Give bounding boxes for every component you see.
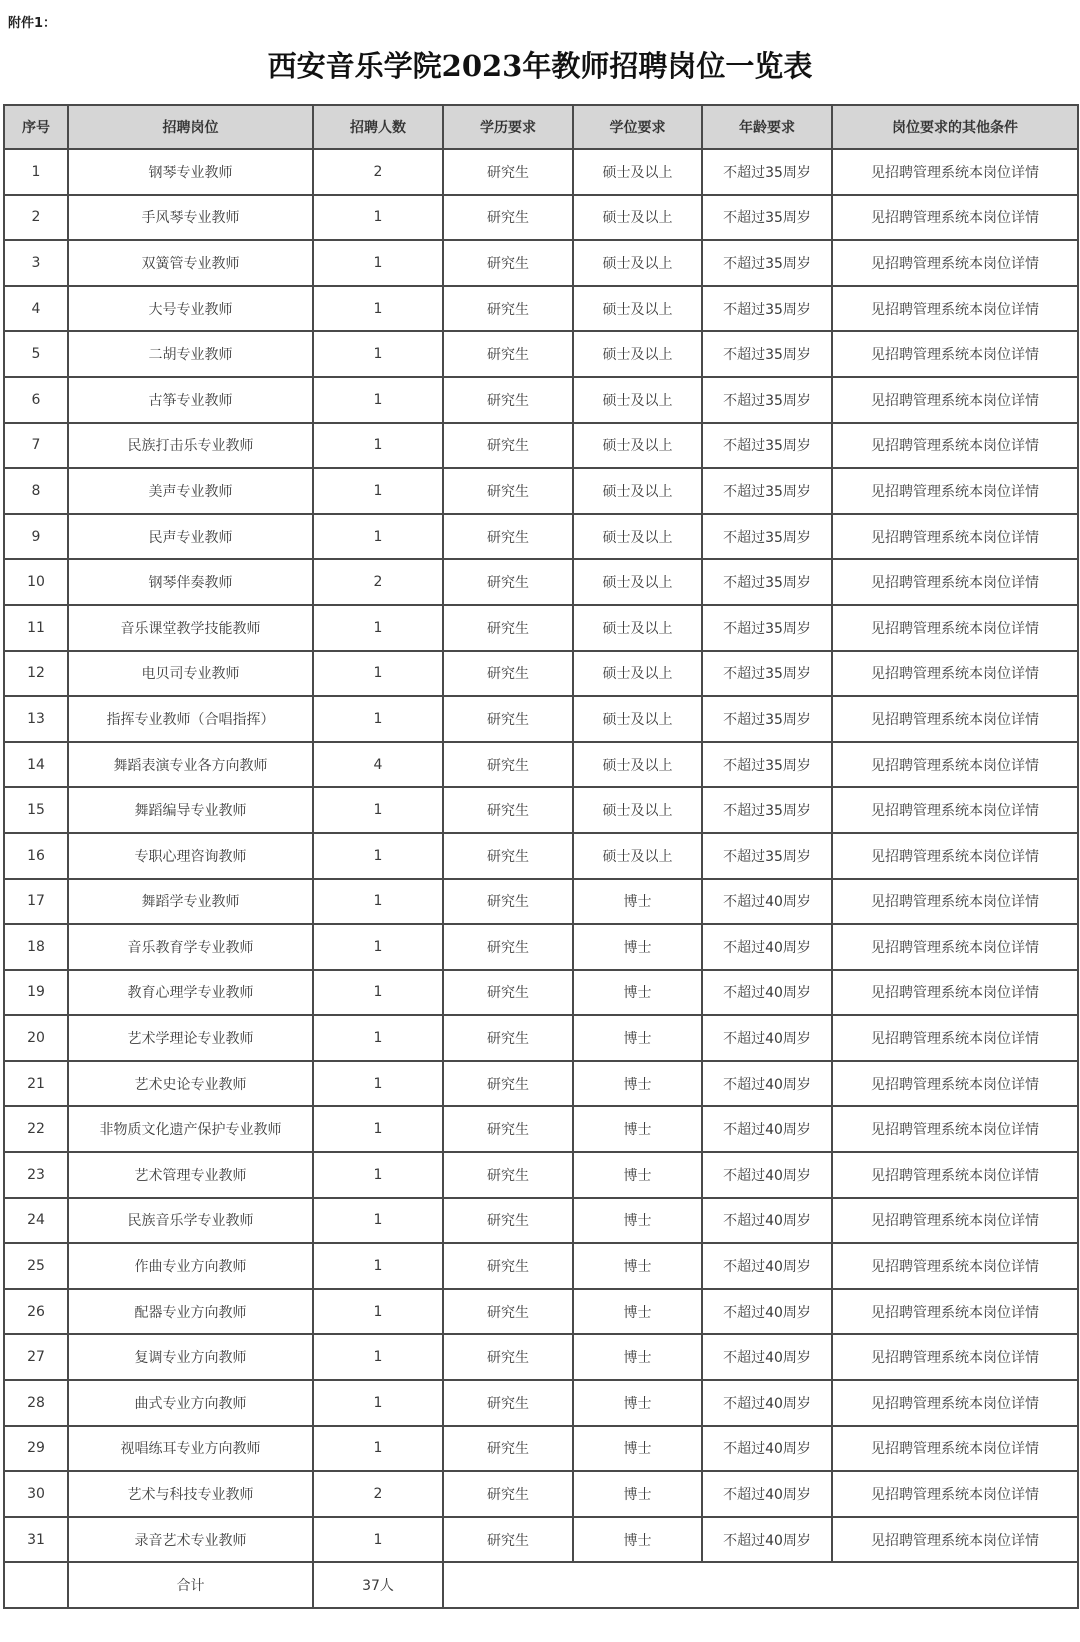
cell-other: 见招聘管理系统本岗位详情 [832, 970, 1078, 1016]
cell-age: 不超过35周岁 [702, 286, 832, 332]
cell-position: 舞蹈学专业教师 [68, 879, 313, 925]
cell-other: 见招聘管理系统本岗位详情 [832, 1243, 1078, 1289]
cell-other: 见招聘管理系统本岗位详情 [832, 1198, 1078, 1244]
cell-other: 见招聘管理系统本岗位详情 [832, 423, 1078, 469]
cell-other: 见招聘管理系统本岗位详情 [832, 924, 1078, 970]
cell-count: 1 [313, 468, 443, 514]
cell-age: 不超过35周岁 [702, 742, 832, 788]
table-row [4, 787, 1078, 833]
cell-count: 2 [313, 559, 443, 605]
cell-count: 1 [313, 514, 443, 560]
cell-education: 研究生 [443, 1198, 573, 1244]
table-body [4, 149, 1078, 1562]
cell-other: 见招聘管理系统本岗位详情 [832, 1426, 1078, 1472]
cell-position: 电贝司专业教师 [68, 651, 313, 697]
cell-no: 31 [4, 1517, 68, 1563]
cell-position: 双簧管专业教师 [68, 240, 313, 286]
header-count: 招聘人数 [313, 105, 443, 149]
cell-position: 录音艺术专业教师 [68, 1517, 313, 1563]
cell-degree: 博士 [573, 1334, 702, 1380]
cell-no: 30 [4, 1471, 68, 1517]
cell-age: 不超过35周岁 [702, 240, 832, 286]
cell-education: 研究生 [443, 1517, 573, 1563]
cell-position: 二胡专业教师 [68, 331, 313, 377]
cell-position: 美声专业教师 [68, 468, 313, 514]
header-no: 序号 [4, 105, 68, 149]
table-row [4, 240, 1078, 286]
cell-no: 29 [4, 1426, 68, 1472]
table-row [4, 1061, 1078, 1107]
cell-education: 研究生 [443, 195, 573, 241]
cell-no: 3 [4, 240, 68, 286]
cell-education: 研究生 [443, 1289, 573, 1335]
cell-education: 研究生 [443, 742, 573, 788]
cell-count: 2 [313, 1471, 443, 1517]
cell-degree: 硕士及以上 [573, 514, 702, 560]
cell-other: 见招聘管理系统本岗位详情 [832, 559, 1078, 605]
cell-count: 1 [313, 195, 443, 241]
cell-other: 见招聘管理系统本岗位详情 [832, 240, 1078, 286]
cell-age: 不超过40周岁 [702, 1106, 832, 1152]
cell-position: 钢琴伴奏教师 [68, 559, 313, 605]
cell-no: 19 [4, 970, 68, 1016]
cell-education: 研究生 [443, 833, 573, 879]
cell-no: 5 [4, 331, 68, 377]
cell-age: 不超过40周岁 [702, 1015, 832, 1061]
total-empty-cell [4, 1562, 68, 1608]
cell-no: 11 [4, 605, 68, 651]
cell-age: 不超过35周岁 [702, 377, 832, 423]
cell-age: 不超过40周岁 [702, 970, 832, 1016]
table-row [4, 833, 1078, 879]
cell-position: 艺术与科技专业教师 [68, 1471, 313, 1517]
table-row [4, 331, 1078, 377]
cell-degree: 博士 [573, 879, 702, 925]
table-row [4, 1289, 1078, 1335]
cell-age: 不超过40周岁 [702, 1243, 832, 1289]
cell-education: 研究生 [443, 1106, 573, 1152]
cell-education: 研究生 [443, 924, 573, 970]
cell-no: 13 [4, 696, 68, 742]
cell-age: 不超过40周岁 [702, 1426, 832, 1472]
table-row [4, 1015, 1078, 1061]
cell-degree: 博士 [573, 1198, 702, 1244]
cell-other: 见招聘管理系统本岗位详情 [832, 1517, 1078, 1563]
cell-no: 9 [4, 514, 68, 560]
table-row [4, 1243, 1078, 1289]
cell-degree: 博士 [573, 1243, 702, 1289]
cell-age: 不超过40周岁 [702, 1289, 832, 1335]
cell-count: 1 [313, 787, 443, 833]
cell-degree: 硕士及以上 [573, 651, 702, 697]
cell-no: 18 [4, 924, 68, 970]
cell-position: 古筝专业教师 [68, 377, 313, 423]
cell-age: 不超过35周岁 [702, 833, 832, 879]
cell-degree: 硕士及以上 [573, 149, 702, 195]
header-age: 年龄要求 [702, 105, 832, 149]
cell-no: 7 [4, 423, 68, 469]
cell-other: 见招聘管理系统本岗位详情 [832, 696, 1078, 742]
cell-position: 钢琴专业教师 [68, 149, 313, 195]
cell-other: 见招聘管理系统本岗位详情 [832, 1015, 1078, 1061]
cell-other: 见招聘管理系统本岗位详情 [832, 787, 1078, 833]
cell-no: 27 [4, 1334, 68, 1380]
cell-age: 不超过35周岁 [702, 605, 832, 651]
cell-degree: 硕士及以上 [573, 696, 702, 742]
cell-count: 1 [313, 423, 443, 469]
cell-position: 曲式专业方向教师 [68, 1380, 313, 1426]
cell-age: 不超过40周岁 [702, 924, 832, 970]
cell-other: 见招聘管理系统本岗位详情 [832, 1289, 1078, 1335]
cell-education: 研究生 [443, 1334, 573, 1380]
cell-position: 指挥专业教师（合唱指挥） [68, 696, 313, 742]
cell-position: 非物质文化遗产保护专业教师 [68, 1106, 313, 1152]
cell-age: 不超过40周岁 [702, 1380, 832, 1426]
cell-education: 研究生 [443, 468, 573, 514]
cell-age: 不超过35周岁 [702, 468, 832, 514]
page-title: 西安音乐学院2023年教师招聘岗位一览表 [267, 49, 813, 83]
cell-other: 见招聘管理系统本岗位详情 [832, 879, 1078, 925]
cell-no: 23 [4, 1152, 68, 1198]
cell-no: 22 [4, 1106, 68, 1152]
table-row [4, 651, 1078, 697]
cell-count: 1 [313, 1198, 443, 1244]
table-row [4, 149, 1078, 195]
cell-age: 不超过35周岁 [702, 423, 832, 469]
cell-count: 1 [313, 1334, 443, 1380]
cell-count: 1 [313, 1380, 443, 1426]
cell-no: 21 [4, 1061, 68, 1107]
cell-count: 1 [313, 1243, 443, 1289]
cell-position: 教育心理学专业教师 [68, 970, 313, 1016]
cell-degree: 博士 [573, 1517, 702, 1563]
cell-other: 见招聘管理系统本岗位详情 [832, 514, 1078, 560]
cell-education: 研究生 [443, 1471, 573, 1517]
cell-other: 见招聘管理系统本岗位详情 [832, 286, 1078, 332]
cell-degree: 博士 [573, 1106, 702, 1152]
cell-position: 作曲专业方向教师 [68, 1243, 313, 1289]
cell-no: 2 [4, 195, 68, 241]
total-row [4, 1562, 1078, 1608]
cell-degree: 博士 [573, 1015, 702, 1061]
cell-degree: 硕士及以上 [573, 833, 702, 879]
cell-count: 2 [313, 149, 443, 195]
cell-age: 不超过35周岁 [702, 651, 832, 697]
table-row [4, 605, 1078, 651]
cell-education: 研究生 [443, 423, 573, 469]
cell-degree: 博士 [573, 1380, 702, 1426]
table-row [4, 924, 1078, 970]
cell-count: 1 [313, 1015, 443, 1061]
cell-education: 研究生 [443, 240, 573, 286]
cell-education: 研究生 [443, 879, 573, 925]
cell-degree: 硕士及以上 [573, 195, 702, 241]
cell-count: 1 [313, 377, 443, 423]
cell-position: 民族音乐学专业教师 [68, 1198, 313, 1244]
cell-education: 研究生 [443, 1426, 573, 1472]
cell-degree: 博士 [573, 1471, 702, 1517]
cell-age: 不超过40周岁 [702, 1334, 832, 1380]
cell-education: 研究生 [443, 970, 573, 1016]
table-row [4, 423, 1078, 469]
cell-position: 民声专业教师 [68, 514, 313, 560]
cell-position: 艺术管理专业教师 [68, 1152, 313, 1198]
cell-education: 研究生 [443, 331, 573, 377]
cell-education: 研究生 [443, 1061, 573, 1107]
cell-count: 1 [313, 1152, 443, 1198]
table-row [4, 1106, 1078, 1152]
cell-no: 25 [4, 1243, 68, 1289]
cell-no: 20 [4, 1015, 68, 1061]
header-position: 招聘岗位 [68, 105, 313, 149]
cell-degree: 硕士及以上 [573, 331, 702, 377]
cell-other: 见招聘管理系统本岗位详情 [832, 1152, 1078, 1198]
table-row [4, 468, 1078, 514]
cell-count: 1 [313, 970, 443, 1016]
cell-age: 不超过35周岁 [702, 696, 832, 742]
cell-education: 研究生 [443, 377, 573, 423]
cell-other: 见招聘管理系统本岗位详情 [832, 195, 1078, 241]
cell-age: 不超过35周岁 [702, 331, 832, 377]
cell-position: 大号专业教师 [68, 286, 313, 332]
cell-position: 视唱练耳专业方向教师 [68, 1426, 313, 1472]
cell-position: 手风琴专业教师 [68, 195, 313, 241]
table-row [4, 1334, 1078, 1380]
cell-count: 1 [313, 1061, 443, 1107]
cell-count: 1 [313, 696, 443, 742]
cell-age: 不超过40周岁 [702, 1198, 832, 1244]
cell-no: 17 [4, 879, 68, 925]
cell-count: 1 [313, 879, 443, 925]
table-row [4, 742, 1078, 788]
cell-age: 不超过35周岁 [702, 149, 832, 195]
cell-other: 见招聘管理系统本岗位详情 [832, 377, 1078, 423]
total-label: 合计 [68, 1562, 313, 1608]
cell-education: 研究生 [443, 1152, 573, 1198]
header-education: 学历要求 [443, 105, 573, 149]
table-row [4, 1517, 1078, 1563]
cell-other: 见招聘管理系统本岗位详情 [832, 1061, 1078, 1107]
cell-age: 不超过40周岁 [702, 879, 832, 925]
cell-education: 研究生 [443, 787, 573, 833]
cell-age: 不超过40周岁 [702, 1471, 832, 1517]
cell-position: 专职心理咨询教师 [68, 833, 313, 879]
table-row [4, 195, 1078, 241]
cell-degree: 博士 [573, 970, 702, 1016]
table-row [4, 559, 1078, 605]
cell-age: 不超过35周岁 [702, 787, 832, 833]
cell-other: 见招聘管理系统本岗位详情 [832, 468, 1078, 514]
cell-other: 见招聘管理系统本岗位详情 [832, 833, 1078, 879]
cell-no: 15 [4, 787, 68, 833]
cell-no: 24 [4, 1198, 68, 1244]
cell-no: 6 [4, 377, 68, 423]
cell-position: 舞蹈表演专业各方向教师 [68, 742, 313, 788]
cell-degree: 硕士及以上 [573, 559, 702, 605]
cell-position: 音乐课堂教学技能教师 [68, 605, 313, 651]
cell-education: 研究生 [443, 149, 573, 195]
table-row [4, 286, 1078, 332]
table-row [4, 879, 1078, 925]
cell-degree: 博士 [573, 1426, 702, 1472]
table-row [4, 377, 1078, 423]
cell-count: 1 [313, 1426, 443, 1472]
cell-count: 1 [313, 651, 443, 697]
cell-degree: 博士 [573, 1152, 702, 1198]
cell-education: 研究生 [443, 1380, 573, 1426]
cell-count: 1 [313, 240, 443, 286]
cell-count: 1 [313, 924, 443, 970]
cell-degree: 硕士及以上 [573, 423, 702, 469]
cell-education: 研究生 [443, 696, 573, 742]
cell-degree: 硕士及以上 [573, 286, 702, 332]
cell-other: 见招聘管理系统本岗位详情 [832, 742, 1078, 788]
cell-position: 配器专业方向教师 [68, 1289, 313, 1335]
cell-education: 研究生 [443, 514, 573, 560]
cell-position: 艺术史论专业教师 [68, 1061, 313, 1107]
cell-age: 不超过35周岁 [702, 514, 832, 560]
table-header-row [4, 105, 1078, 149]
cell-education: 研究生 [443, 559, 573, 605]
cell-count: 1 [313, 833, 443, 879]
cell-degree: 硕士及以上 [573, 468, 702, 514]
cell-degree: 硕士及以上 [573, 377, 702, 423]
cell-count: 1 [313, 1517, 443, 1563]
cell-count: 4 [313, 742, 443, 788]
recruitment-table [3, 104, 1079, 1609]
attachment-label: 附件1： [8, 16, 57, 31]
table-row [4, 514, 1078, 560]
header-other: 岗位要求的其他条件 [832, 105, 1078, 149]
cell-education: 研究生 [443, 651, 573, 697]
cell-no: 14 [4, 742, 68, 788]
cell-degree: 硕士及以上 [573, 742, 702, 788]
table-row [4, 696, 1078, 742]
cell-other: 见招聘管理系统本岗位详情 [832, 651, 1078, 697]
cell-education: 研究生 [443, 605, 573, 651]
cell-age: 不超过40周岁 [702, 1061, 832, 1107]
cell-other: 见招聘管理系统本岗位详情 [832, 331, 1078, 377]
cell-position: 民族打击乐专业教师 [68, 423, 313, 469]
cell-degree: 博士 [573, 924, 702, 970]
cell-other: 见招聘管理系统本岗位详情 [832, 1380, 1078, 1426]
table-row [4, 1471, 1078, 1517]
total-merged-empty-cell [443, 1562, 1078, 1608]
cell-degree: 硕士及以上 [573, 240, 702, 286]
cell-no: 26 [4, 1289, 68, 1335]
cell-position: 音乐教育学专业教师 [68, 924, 313, 970]
table-row [4, 970, 1078, 1016]
cell-no: 4 [4, 286, 68, 332]
cell-count: 1 [313, 331, 443, 377]
cell-other: 见招聘管理系统本岗位详情 [832, 605, 1078, 651]
cell-degree: 博士 [573, 1289, 702, 1335]
cell-other: 见招聘管理系统本岗位详情 [832, 1106, 1078, 1152]
cell-degree: 硕士及以上 [573, 787, 702, 833]
cell-other: 见招聘管理系统本岗位详情 [832, 1471, 1078, 1517]
table-row [4, 1380, 1078, 1426]
cell-position: 艺术学理论专业教师 [68, 1015, 313, 1061]
cell-position: 舞蹈编导专业教师 [68, 787, 313, 833]
cell-no: 8 [4, 468, 68, 514]
cell-education: 研究生 [443, 1243, 573, 1289]
cell-degree: 硕士及以上 [573, 605, 702, 651]
cell-education: 研究生 [443, 286, 573, 332]
cell-count: 1 [313, 1289, 443, 1335]
cell-no: 1 [4, 149, 68, 195]
cell-age: 不超过35周岁 [702, 559, 832, 605]
cell-position: 复调专业方向教师 [68, 1334, 313, 1380]
cell-no: 16 [4, 833, 68, 879]
cell-education: 研究生 [443, 1015, 573, 1061]
cell-count: 1 [313, 286, 443, 332]
cell-count: 1 [313, 605, 443, 651]
cell-count: 1 [313, 1106, 443, 1152]
table-row [4, 1152, 1078, 1198]
cell-age: 不超过40周岁 [702, 1152, 832, 1198]
cell-other: 见招聘管理系统本岗位详情 [832, 1334, 1078, 1380]
cell-no: 28 [4, 1380, 68, 1426]
cell-no: 12 [4, 651, 68, 697]
cell-other: 见招聘管理系统本岗位详情 [832, 149, 1078, 195]
cell-degree: 博士 [573, 1061, 702, 1107]
table-row [4, 1198, 1078, 1244]
table-row [4, 1426, 1078, 1472]
cell-age: 不超过40周岁 [702, 1517, 832, 1563]
cell-no: 10 [4, 559, 68, 605]
total-count: 37人 [313, 1562, 443, 1608]
cell-age: 不超过35周岁 [702, 195, 832, 241]
header-degree: 学位要求 [573, 105, 702, 149]
